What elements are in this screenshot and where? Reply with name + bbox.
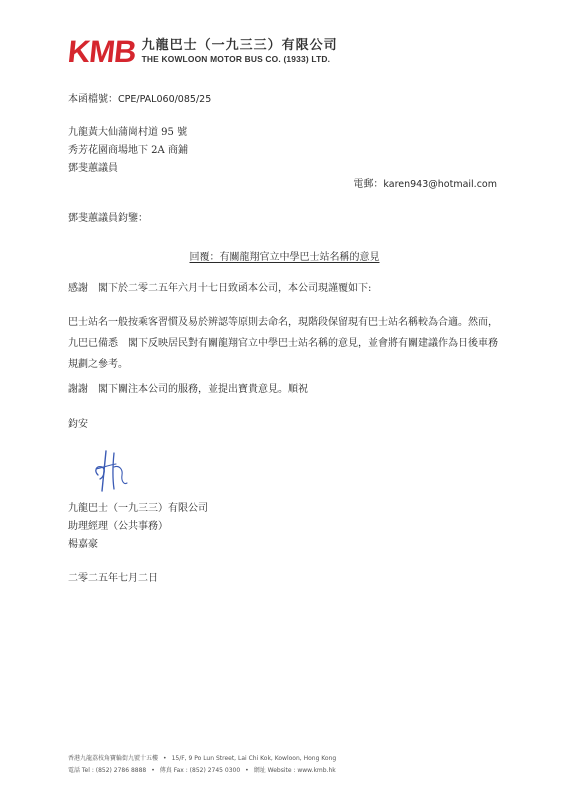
recipient-address-line2: 秀芳花園商場地下 2A 商鋪 (68, 145, 188, 156)
sender-name: 楊嘉豪 (68, 539, 98, 550)
reference-label: 本函檔號： (68, 94, 118, 105)
letter-date: 二零二五年七月二日 (68, 573, 158, 584)
email-line (353, 178, 497, 192)
closing-regards: 鈞安 (68, 419, 88, 430)
salutation: 鄧斐蕙議員鈞鑒： (68, 213, 148, 224)
footer-contact-line (68, 765, 336, 777)
footer-separator: • (151, 767, 155, 774)
footer-address-en: 15/F, 9 Po Lun Street, Lai Chi Kok, Kowloon, Hong Kong (171, 755, 337, 762)
company-name-zh: 九龍巴士（一九三三）有限公司 (141, 37, 338, 53)
handwritten-signature (86, 445, 136, 495)
footer-address-line (68, 753, 336, 765)
reference-number: CPE/PAL060/085/25 (118, 94, 212, 105)
body-paragraph-2: 巴士站名一般按乘客習慣及易於辨認等原則去命名，現階段保留現有巴士站名稱較為合適。然而，九巴已備悉 閣下反映居民對有關龍翔官立中學巴士站名稱的意見，並會將有關建議作為日後車務規劃之參考。 (68, 317, 498, 370)
company-name-en: THE KOWLOON MOTOR BUS CO. (1933) LTD. (141, 53, 331, 64)
sender-company: 九龍巴士（一九三三）有限公司 (68, 503, 208, 514)
body-paragraph-3: 謝謝 閣下關注本公司的服務，並提出寶貴意見。順祝 (68, 384, 308, 395)
footer-address-zh: 香港九龍荔枝角寶輪街九號十五樓 (68, 755, 159, 762)
recipient-name: 鄧斐蕙議員 (68, 163, 118, 174)
footer-separator: • (245, 767, 249, 774)
subject-text: 回覆：有關龍翔官立中學巴士站名稱的意見 (189, 252, 380, 263)
footer-website: 網址 Website : www.kmb.hk (253, 767, 336, 774)
footer (68, 753, 336, 777)
subject-line (0, 248, 569, 263)
email-address: karen943@hotmail.com (383, 179, 497, 190)
kmb-logo: KMB (66, 33, 138, 69)
footer-separator: • (163, 755, 167, 762)
body-paragraph-1: 感謝 閣下於二零二五年六月十七日致函本公司，本公司現謹覆如下: (68, 283, 372, 294)
recipient-address-line1: 九龍黃大仙蒲崗村道 95 號 (68, 127, 188, 138)
sender-title: 助理經理（公共事務） (68, 521, 168, 532)
footer-fax: 傳真 Fax : (852) 2745 0300 (159, 767, 241, 774)
email-label: 電郵： (353, 179, 384, 190)
letterhead (68, 34, 338, 68)
company-name-block (142, 38, 338, 65)
footer-tel: 電話 Tel : (852) 2786 8888 (68, 767, 147, 774)
reference-line (68, 93, 211, 107)
